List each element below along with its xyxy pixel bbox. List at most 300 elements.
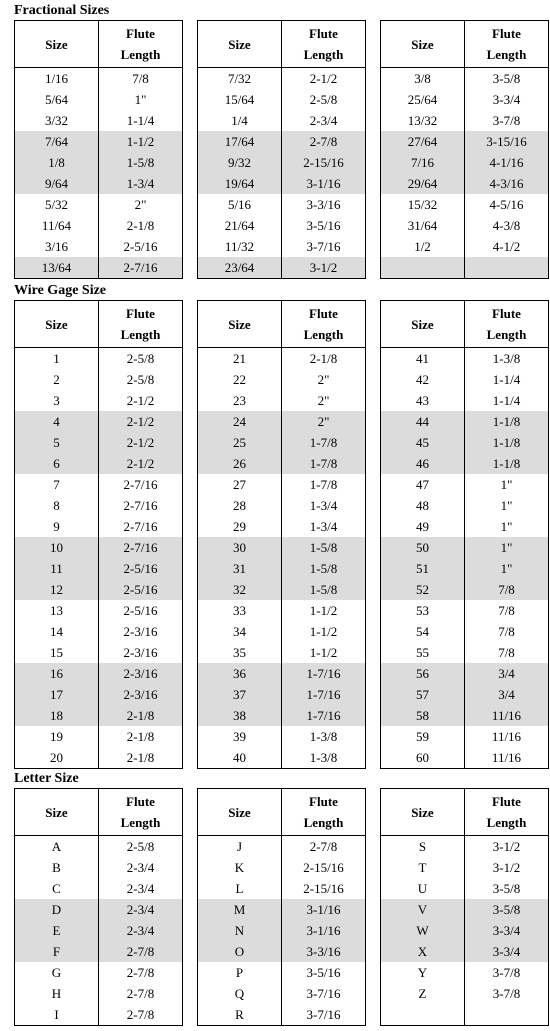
size-table <box>380 20 549 279</box>
size-cell: 22 <box>198 369 282 390</box>
flute-length-cell: 1-1/4 <box>465 390 549 411</box>
size-cell: S <box>381 836 465 858</box>
size-cell: 7 <box>15 474 99 495</box>
size-cell: 15/64 <box>198 89 282 110</box>
flute-length-cell: 1-7/16 <box>282 705 366 726</box>
table-header-row <box>15 21 183 68</box>
table-row <box>198 131 366 152</box>
table-row <box>15 579 183 600</box>
size-cell: U <box>381 878 465 899</box>
table-row <box>198 579 366 600</box>
flute-length-cell: 2-1/2 <box>282 68 366 90</box>
size-cell: 31/64 <box>381 215 465 236</box>
table-row <box>198 684 366 705</box>
table-row <box>381 1004 549 1026</box>
flute-length-cell: 2" <box>99 194 183 215</box>
flute-header-line: Flute <box>126 26 155 41</box>
table-row <box>198 621 366 642</box>
flute-length-cell: 2" <box>282 411 366 432</box>
table-row <box>198 257 366 279</box>
table-row <box>15 642 183 663</box>
size-cell <box>381 1004 465 1026</box>
table-row <box>198 663 366 684</box>
size-cell: 40 <box>198 747 282 769</box>
flute-length-cell: 3-1/2 <box>465 857 549 878</box>
size-cell: T <box>381 857 465 878</box>
flute-length-cell: 11/16 <box>465 726 549 747</box>
table-row <box>381 89 549 110</box>
table-row <box>15 236 183 257</box>
size-cell: 24 <box>198 411 282 432</box>
table-header-row <box>15 789 183 836</box>
flute-length-cell: 1-3/4 <box>282 516 366 537</box>
flute-length-cell: 3-3/16 <box>282 941 366 962</box>
table-row <box>381 537 549 558</box>
size-cell: 3/16 <box>15 236 99 257</box>
table-row <box>381 173 549 194</box>
flute-length-cell: 1-1/8 <box>465 432 549 453</box>
flute-length-cell: 3-7/16 <box>282 236 366 257</box>
flute-length-cell: 2-15/16 <box>282 152 366 173</box>
size-cell: 23 <box>198 390 282 411</box>
flute-header-line: Flute <box>309 26 338 41</box>
size-cell: 50 <box>381 537 465 558</box>
table-header-row <box>381 301 549 348</box>
table-row <box>15 1004 183 1026</box>
size-table <box>14 300 183 769</box>
section-title: Wire Gage Size <box>14 283 107 298</box>
size-cell: Y <box>381 962 465 983</box>
flute-length-cell: 1-7/16 <box>282 684 366 705</box>
size-cell: 53 <box>381 600 465 621</box>
flute-length-cell: 3-7/8 <box>465 983 549 1004</box>
table-row <box>198 558 366 579</box>
size-cell: 7/64 <box>15 131 99 152</box>
table-row <box>381 747 549 769</box>
size-cell: 7/32 <box>198 68 282 90</box>
table-row <box>15 68 183 90</box>
table-row <box>15 369 183 390</box>
table-row <box>15 726 183 747</box>
table-row <box>381 411 549 432</box>
flute-length-cell: 4-5/16 <box>465 194 549 215</box>
size-cell: 9/64 <box>15 173 99 194</box>
size-cell: 5 <box>15 432 99 453</box>
length-header-line: Length <box>120 47 161 62</box>
flute-length-cell: 2-3/16 <box>99 621 183 642</box>
size-cell: 45 <box>381 432 465 453</box>
table-header-row <box>15 301 183 348</box>
flute-length-cell: 2-7/8 <box>99 941 183 962</box>
size-cell: D <box>15 899 99 920</box>
size-cell: 39 <box>198 726 282 747</box>
size-cell: 18 <box>15 705 99 726</box>
size-cell: 36 <box>198 663 282 684</box>
size-cell: 16 <box>15 663 99 684</box>
size-cell: 35 <box>198 642 282 663</box>
table-row <box>198 857 366 878</box>
size-header: Size <box>198 21 282 68</box>
table-row <box>15 537 183 558</box>
size-cell: 4 <box>15 411 99 432</box>
table-row <box>381 236 549 257</box>
flute-length-cell: 3/4 <box>465 663 549 684</box>
table-row <box>198 962 366 983</box>
flute-header-line: Flute <box>492 306 521 321</box>
flute-length-cell: 2-7/8 <box>99 1004 183 1026</box>
table-row <box>198 369 366 390</box>
size-cell: Q <box>198 983 282 1004</box>
table-row <box>15 152 183 173</box>
flute-length-cell: 2-7/16 <box>99 257 183 279</box>
flute-length-cell: 1-3/8 <box>282 747 366 769</box>
size-header: Size <box>198 301 282 348</box>
size-cell: 44 <box>381 411 465 432</box>
flute-length-cell: 2-7/8 <box>99 983 183 1004</box>
table-header-row <box>198 301 366 348</box>
flute-length-cell: 1-1/8 <box>465 453 549 474</box>
size-cell: 31 <box>198 558 282 579</box>
size-cell: J <box>198 836 282 858</box>
flute-length-cell: 1-1/8 <box>465 411 549 432</box>
flute-length-header <box>99 301 183 348</box>
size-cell: 3/8 <box>381 68 465 90</box>
size-cell: 19 <box>15 726 99 747</box>
flute-length-cell: 3-5/16 <box>282 962 366 983</box>
size-cell: 1/4 <box>198 110 282 131</box>
flute-length-cell: 2-7/8 <box>282 836 366 858</box>
table-row <box>198 68 366 90</box>
table-row <box>15 705 183 726</box>
table-row <box>198 173 366 194</box>
size-cell: 11 <box>15 558 99 579</box>
table-row <box>381 621 549 642</box>
flute-length-cell: 4-1/16 <box>465 152 549 173</box>
size-cell: O <box>198 941 282 962</box>
table-row <box>198 411 366 432</box>
table-row <box>198 215 366 236</box>
flute-length-cell: 2-5/16 <box>99 600 183 621</box>
flute-length-cell: 1-5/8 <box>282 537 366 558</box>
flute-length-header <box>99 21 183 68</box>
table-row <box>381 152 549 173</box>
flute-length-cell: 2-5/16 <box>99 236 183 257</box>
size-cell: 29/64 <box>381 173 465 194</box>
size-table <box>380 788 549 1026</box>
flute-length-cell: 2-3/4 <box>99 878 183 899</box>
size-cell: C <box>15 878 99 899</box>
flute-length-cell: 3-3/4 <box>465 920 549 941</box>
size-cell: 26 <box>198 453 282 474</box>
size-header: Size <box>381 789 465 836</box>
size-cell: 55 <box>381 642 465 663</box>
size-cell: 32 <box>198 579 282 600</box>
size-cell: 54 <box>381 621 465 642</box>
size-cell: 10 <box>15 537 99 558</box>
size-cell: N <box>198 920 282 941</box>
flute-length-cell: 2-7/8 <box>282 131 366 152</box>
size-cell: X <box>381 941 465 962</box>
flute-length-cell: 11/16 <box>465 747 549 769</box>
size-cell: 1/8 <box>15 152 99 173</box>
flute-length-cell: 3-3/16 <box>282 194 366 215</box>
size-cell: 11/32 <box>198 236 282 257</box>
flute-length-cell: 2-1/8 <box>99 705 183 726</box>
size-cell: K <box>198 857 282 878</box>
size-cell: 60 <box>381 747 465 769</box>
size-table <box>14 788 183 1026</box>
table-row <box>198 495 366 516</box>
size-cell: 1/2 <box>381 236 465 257</box>
size-cell: 29 <box>198 516 282 537</box>
flute-length-cell: 2-7/16 <box>99 516 183 537</box>
table-row <box>15 836 183 858</box>
table-row <box>15 474 183 495</box>
length-header-line: Length <box>486 815 527 830</box>
flute-header-line: Flute <box>309 794 338 809</box>
table-row <box>15 600 183 621</box>
flute-length-cell: 1" <box>465 537 549 558</box>
flute-length-cell: 2-3/16 <box>99 642 183 663</box>
flute-header-line: Flute <box>126 794 155 809</box>
table-header-row <box>198 789 366 836</box>
table-row <box>198 600 366 621</box>
size-cell: 34 <box>198 621 282 642</box>
size-cell: 1/16 <box>15 68 99 90</box>
flute-length-cell: 3-7/16 <box>282 1004 366 1026</box>
flute-length-cell: 1-5/8 <box>99 152 183 173</box>
size-header: Size <box>15 789 99 836</box>
table-row <box>198 236 366 257</box>
flute-length-cell: 1" <box>465 516 549 537</box>
table-row <box>381 642 549 663</box>
table-row <box>381 131 549 152</box>
size-cell: 37 <box>198 684 282 705</box>
size-header: Size <box>15 21 99 68</box>
size-cell: 15/32 <box>381 194 465 215</box>
size-cell: 28 <box>198 495 282 516</box>
length-header-line: Length <box>120 327 161 342</box>
length-header-line: Length <box>486 327 527 342</box>
table-row <box>15 878 183 899</box>
flute-length-cell: 2-1/8 <box>99 726 183 747</box>
flute-length-cell: 2-5/16 <box>99 558 183 579</box>
size-cell: 13 <box>15 600 99 621</box>
size-cell: 33 <box>198 600 282 621</box>
size-table <box>197 788 366 1026</box>
flute-length-cell: 1-3/4 <box>282 495 366 516</box>
table-row <box>198 642 366 663</box>
flute-length-cell: 2-3/4 <box>99 899 183 920</box>
flute-length-cell: 2-15/16 <box>282 878 366 899</box>
flute-header-line: Flute <box>492 794 521 809</box>
table-row <box>381 836 549 858</box>
flute-length-cell: 1-1/2 <box>99 131 183 152</box>
size-cell: 47 <box>381 474 465 495</box>
table-row <box>15 194 183 215</box>
size-cell: F <box>15 941 99 962</box>
flute-length-cell: 2-5/8 <box>99 369 183 390</box>
flute-length-cell: 1-5/8 <box>282 579 366 600</box>
flute-header-line: Flute <box>126 306 155 321</box>
size-cell: 14 <box>15 621 99 642</box>
table-row <box>198 878 366 899</box>
flute-length-header <box>465 301 549 348</box>
size-cell: 20 <box>15 747 99 769</box>
flute-header-line: Flute <box>492 26 521 41</box>
table-row <box>15 432 183 453</box>
size-table <box>14 20 183 279</box>
size-cell: 38 <box>198 705 282 726</box>
table-row <box>15 348 183 370</box>
flute-length-cell: 2-1/2 <box>99 432 183 453</box>
size-cell: 30 <box>198 537 282 558</box>
table-row <box>198 89 366 110</box>
table-row <box>15 131 183 152</box>
flute-length-cell: 3-1/16 <box>282 899 366 920</box>
size-cell: 13/32 <box>381 110 465 131</box>
table-row <box>15 941 183 962</box>
size-header: Size <box>15 301 99 348</box>
table-header-row <box>381 21 549 68</box>
table-row <box>381 110 549 131</box>
table-header-row <box>198 21 366 68</box>
flute-length-cell: 1-7/16 <box>282 663 366 684</box>
table-row <box>198 453 366 474</box>
table-row <box>15 857 183 878</box>
size-cell: 52 <box>381 579 465 600</box>
flute-length-cell: 2-1/2 <box>99 453 183 474</box>
size-cell: 57 <box>381 684 465 705</box>
table-row <box>381 962 549 983</box>
flute-length-header <box>282 21 366 68</box>
table-row <box>198 110 366 131</box>
table-row <box>381 726 549 747</box>
table-row <box>15 390 183 411</box>
size-cell: 21/64 <box>198 215 282 236</box>
flute-length-cell: 1-3/4 <box>99 173 183 194</box>
table-row <box>198 516 366 537</box>
flute-length-cell: 7/8 <box>465 600 549 621</box>
table-row <box>198 194 366 215</box>
size-cell: 59 <box>381 726 465 747</box>
table-row <box>15 621 183 642</box>
flute-length-cell: 7/8 <box>99 68 183 90</box>
size-cell: 43 <box>381 390 465 411</box>
flute-length-cell: 7/8 <box>465 642 549 663</box>
flute-length-cell: 3-3/4 <box>465 89 549 110</box>
table-row <box>381 215 549 236</box>
size-cell: 27 <box>198 474 282 495</box>
size-cell: 56 <box>381 663 465 684</box>
size-cell: 7/16 <box>381 152 465 173</box>
flute-length-header <box>465 789 549 836</box>
flute-length-cell: 3-1/16 <box>282 173 366 194</box>
size-cell: 25/64 <box>381 89 465 110</box>
size-cell: B <box>15 857 99 878</box>
table-row <box>381 194 549 215</box>
flute-length-cell: 1-7/8 <box>282 474 366 495</box>
size-cell: M <box>198 899 282 920</box>
size-cell: P <box>198 962 282 983</box>
flute-length-cell: 3-15/16 <box>465 131 549 152</box>
table-row <box>15 983 183 1004</box>
flute-length-cell: 2-3/4 <box>99 857 183 878</box>
size-cell: 17/64 <box>198 131 282 152</box>
flute-length-cell: 1" <box>465 558 549 579</box>
flute-length-cell: 3-5/8 <box>465 878 549 899</box>
table-row <box>198 537 366 558</box>
size-header: Size <box>381 21 465 68</box>
table-row <box>15 173 183 194</box>
size-cell: 25 <box>198 432 282 453</box>
flute-length-cell: 2-1/2 <box>99 411 183 432</box>
table-row <box>198 836 366 858</box>
size-cell: 5/16 <box>198 194 282 215</box>
size-cell: H <box>15 983 99 1004</box>
size-cell: 58 <box>381 705 465 726</box>
size-cell: 8 <box>15 495 99 516</box>
size-cell: 12 <box>15 579 99 600</box>
size-cell: 3 <box>15 390 99 411</box>
table-row <box>15 257 183 279</box>
flute-length-cell: 2-3/4 <box>99 920 183 941</box>
table-row <box>381 899 549 920</box>
size-cell: 19/64 <box>198 173 282 194</box>
table-row <box>15 558 183 579</box>
table-row <box>381 516 549 537</box>
flute-length-cell: 3-1/16 <box>282 920 366 941</box>
flute-length-cell: 1-3/8 <box>465 348 549 370</box>
table-row <box>381 878 549 899</box>
table-row <box>381 495 549 516</box>
size-table <box>380 300 549 769</box>
table-row <box>198 705 366 726</box>
table-row <box>381 474 549 495</box>
flute-length-cell: 1-7/8 <box>282 432 366 453</box>
size-cell: L <box>198 878 282 899</box>
table-row <box>381 663 549 684</box>
flute-length-header <box>282 301 366 348</box>
flute-length-cell: 2-1/8 <box>282 348 366 370</box>
size-cell: 2 <box>15 369 99 390</box>
table-row <box>381 684 549 705</box>
table-row <box>381 432 549 453</box>
size-cell: W <box>381 920 465 941</box>
table-row <box>15 215 183 236</box>
flute-length-cell: 3-5/8 <box>465 899 549 920</box>
flute-length-cell: 2-5/16 <box>99 579 183 600</box>
flute-length-cell: 2-3/16 <box>99 684 183 705</box>
table-row <box>381 390 549 411</box>
flute-length-cell: 3-3/4 <box>465 941 549 962</box>
size-cell: A <box>15 836 99 858</box>
flute-length-cell: 2-5/8 <box>282 89 366 110</box>
size-cell: 3/32 <box>15 110 99 131</box>
table-row <box>15 453 183 474</box>
length-header-line: Length <box>303 47 344 62</box>
table-row <box>198 390 366 411</box>
table-row <box>198 983 366 1004</box>
table-row <box>15 684 183 705</box>
flute-length-cell: 1-1/2 <box>282 642 366 663</box>
table-row <box>198 1004 366 1026</box>
size-cell: 5/64 <box>15 89 99 110</box>
size-cell: 21 <box>198 348 282 370</box>
flute-length-header <box>99 789 183 836</box>
flute-length-cell: 2-7/8 <box>99 962 183 983</box>
size-cell: 23/64 <box>198 257 282 279</box>
